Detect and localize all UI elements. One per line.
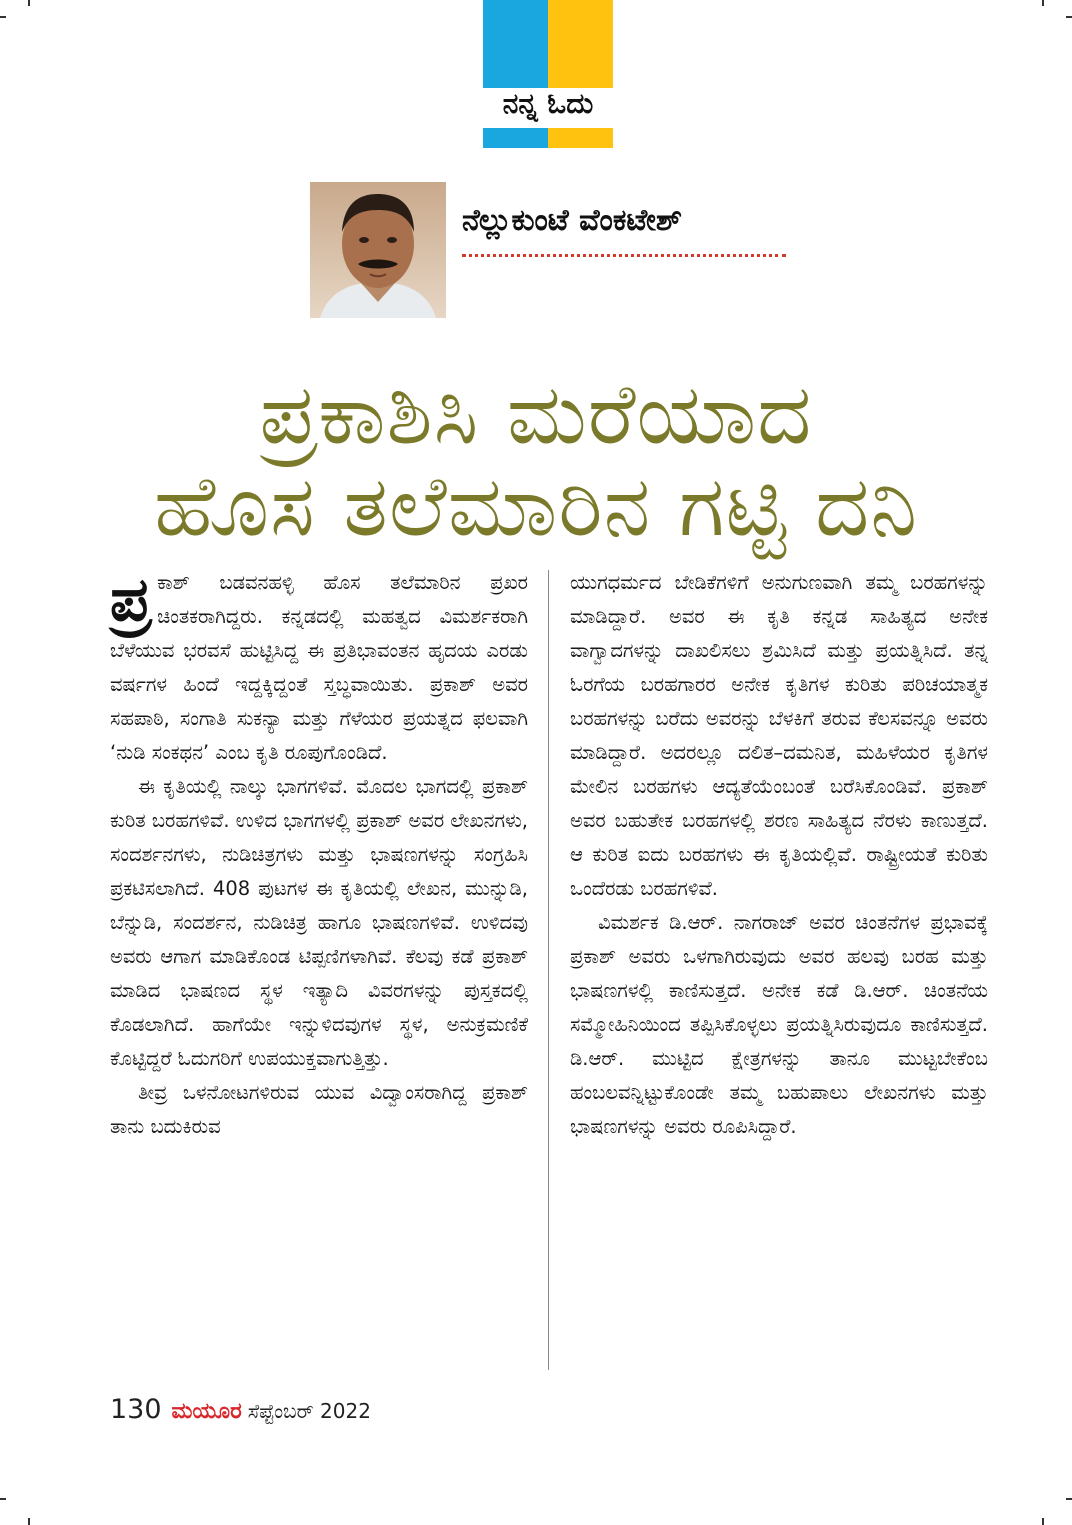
author-name: ನೆಲ್ಲುಕುಂಟೆ ವೆಂಕಟೇಶ್ — [462, 203, 682, 238]
issue-date: ಸೆಪ್ಟೆಂಬರ್ 2022 — [247, 1399, 371, 1423]
article-paragraph: ಈ ಕೃತಿಯಲ್ಲಿ ನಾಲ್ಕು ಭಾಗಗಳಿವೆ. ಮೊದಲ ಭಾಗದಲ್ಲಿ ಪ್ರಕಾಶ್ ಕುರಿತ ಬರಹಗಳಿವೆ. ಉಳಿದ ಭಾಗಗಳಲ್ಲಿ ಪ್ರಕಾಶ್ ಅವರ ಲೇಖನಗಳು, ಸಂದರ್ಶನಗಳು, ನುಡಿಚಿತ್ರಗಳು ಮತ್ತು ಭಾಷಣಗಳನ್ನು ಸಂಗ್ರಹಿಸಿ ಪ್ರಕಟಿಸಲಾಗಿದೆ. 408 ಪುಟಗಳ ಈ ಕೃತಿಯಲ್ಲಿ ಲೇಖನ, ಮುನ್ನುಡಿ, ಬೆನ್ನುಡಿ, ಸಂದರ್ಶನ, ನುಡಿಚಿತ್ರ ಹಾಗೂ ಭಾಷಣಗಳಿವೆ. ಉಳಿದವು ಅವರು ಆಗಾಗ ಮಾಡಿಕೊಂಡ ಟಿಪ್ಪಣಿಗಳಾಗಿವೆ. ಕೆಲವು ಕಡೆ ಪ್ರಕಾಶ್ ಮಾಡಿದ ಭಾಷಣದ ಸ್ಥಳ ಇತ್ಯಾದಿ ವಿವರಗಳನ್ನು ಪುಸ್ತಕದಲ್ಲಿ ಕೊಡಲಾಗಿದೆ. ಹಾಗೆಯೇ ಇನ್ನುಳಿದವುಗಳ ಸ್ಥಳ, ಅನುಕ್ರಮಣಿಕೆ ಕೊಟ್ಟಿದ್ದರೆ ಓದುಗರಿಗೆ ಉಪಯುಕ್ತವಾಗುತ್ತಿತ್ತು. — [110, 775, 528, 1070]
article-paragraph: ತೀವ್ರ ಒಳನೋಟಗಳಿರುವ ಯುವ ವಿದ್ವಾಂಸರಾಗಿದ್ದ ಪ್ರಕಾಶ್ ತಾನು ಬದುಕಿರುವ — [110, 1081, 528, 1138]
article-paragraph — [110, 566, 528, 770]
logo-yellow-strip — [548, 128, 613, 148]
article-left-column — [110, 566, 528, 1144]
magazine-name: ಮಯೂರ — [171, 1399, 242, 1424]
logo-blue-strip — [483, 128, 548, 148]
article-right-column — [570, 566, 988, 1144]
article-paragraph: ವಿಮರ್ಶಕ ಡಿ.ಆರ್. ನಾಗರಾಜ್ ಅವರ ಚಿಂತನೆಗಳ ಪ್ರಭಾವಕ್ಕೆ ಪ್ರಕಾಶ್ ಅವರು ಒಳಗಾಗಿರುವುದು ಅವರ ಹಲವು ಬರಹ ಮತ್ತು ಭಾಷಣಗಳಲ್ಲಿ ಕಾಣಿಸುತ್ತದೆ. ಅನೇಕ ಕಡೆ ಡಿ.ಆರ್. ಚಿಂತನೆಯ ಸಮ್ಮೋಹಿನಿಯಿಂದ ತಪ್ಪಿಸಿಕೊಳ್ಳಲು ಪ್ರಯತ್ನಿಸಿರುವುದೂ ಕಾಣಿಸುತ್ತದೆ. ಡಿ.ಆರ್. ಮುಟ್ಟಿದ ಕ್ಷೇತ್ರಗಳನ್ನು ತಾನೂ ಮುಟ್ಟಬೇಕೆಂಬ ಹಂಬಲವನ್ನಿಟ್ಟುಕೊಂಡೇ ತಮ್ಮ ಬಹುಪಾಲು ಲೇಖನಗಳು ಮತ್ತು ಭಾಷಣಗಳನ್ನು ಅವರು ರೂಪಿಸಿದ್ದಾರೆ. — [570, 911, 988, 1138]
paragraph-text: ಕಾಶ್ ಬಡವನಹಳ್ಳಿ ಹೊಸ ತಲೆಮಾರಿನ ಪ್ರಖರ ಚಿಂತಕರಾಗಿದ್ದರು. ಕನ್ನಡದಲ್ಲಿ ಮಹತ್ವದ ವಿಮರ್ಶಕರಾಗಿ ಬೆಳೆಯುವ ಭರವಸೆ ಹುಟ್ಟಿಸಿದ್ದ ಈ ಪ್ರತಿಭಾವಂತನ ಹೃದಯ ಎರಡು ವರ್ಷಗಳ ಹಿಂದೆ ಇದ್ದಕ್ಕಿದ್ದಂತೆ ಸ್ತಬ್ಧವಾಯಿತು. ಪ್ರಕಾಶ್ ಅವರ ಸಹಪಾಠಿ, ಸಂಗಾತಿ ಸುಕನ್ಯಾ ಮತ್ತು ಗೆಳೆಯರ ಪ್ರಯತ್ನದ ಫಲವಾಗಿ ‘ನುಡಿ ಸಂಕಥನ’ ಎಂಬ ಕೃತಿ ರೂಪುಗೊಂಡಿದೆ. — [110, 571, 528, 764]
section-label: ನನ್ನ ಓದು — [502, 87, 594, 120]
headline-line-1: ಪ್ರಕಾಶಿಸಿ ಮರೆಯಾದ — [259, 365, 813, 463]
crop-mark — [1066, 16, 1072, 18]
headline-line-2: ಹೊಸ ತಲೆಮಾರಿನ ಗಟ್ಟಿ ದನಿ — [153, 457, 919, 555]
crop-mark — [1042, 1518, 1044, 1525]
crop-mark — [1042, 0, 1044, 6]
crop-mark — [0, 1498, 6, 1500]
author-underline — [462, 254, 786, 257]
crop-mark — [28, 0, 30, 6]
column-divider — [548, 570, 549, 1370]
crop-mark — [0, 16, 6, 18]
crop-mark — [28, 1518, 30, 1525]
logo-yellow-block — [548, 0, 613, 88]
logo-blue-block — [483, 0, 548, 88]
article-paragraph: ಯುಗಧರ್ಮದ ಬೇಡಿಕೆಗಳಿಗೆ ಅನುಗುಣವಾಗಿ ತಮ್ಮ ಬರಹಗಳನ್ನು ಮಾಡಿದ್ದಾರೆ. ಅವರ ಈ ಕೃತಿ ಕನ್ನಡ ಸಾಹಿತ್ಯದ ಅನೇಕ ವಾಗ್ವಾದಗಳನ್ನು ದಾಖಲಿಸಲು ಶ್ರಮಿಸಿದೆ ಮತ್ತು ಪ್ರಯತ್ನಿಸಿದೆ. ತನ್ನ ಓರಗೆಯ ಬರಹಗಾರರ ಅನೇಕ ಕೃತಿಗಳ ಕುರಿತು ಪರಿಚಯಾತ್ಮಕ ಬರಹಗಳನ್ನು ಬರೆದು ಅವರನ್ನು ಬೆಳಕಿಗೆ ತರುವ ಕೆಲಸವನ್ನೂ ಅವರು ಮಾಡಿದ್ದಾರೆ. ಅದರಲ್ಲೂ ದಲಿತ–ದಮನಿತ, ಮಹಿಳೆಯರ ಕೃತಿಗಳ ಮೇಲಿನ ಬರಹಗಳು ಆದ್ಯತೆಯೆಂಬಂತೆ ಬರೆಸಿಕೊಂಡಿವೆ. ಪ್ರಕಾಶ್ ಅವರ ಬಹುತೇಕ ಬರಹಗಳಲ್ಲಿ ಶರಣ ಸಾಹಿತ್ಯದ ನೆರಳು ಕಾಣುತ್ತದೆ. ಆ ಕುರಿತ ಐದು ಬರಹಗಳು ಈ ಕೃತಿಯಲ್ಲಿವೆ. ರಾಷ್ಟ್ರೀಯತೆ ಕುರಿತು ಒಂದೆರಡು ಬರಹಗಳಿವೆ. — [570, 571, 988, 900]
section-logo — [483, 0, 613, 148]
page-number: 130 — [110, 1394, 162, 1425]
drop-cap: ಪ್ರ — [110, 565, 152, 635]
page-footer — [110, 1394, 371, 1425]
crop-mark — [1066, 1498, 1072, 1500]
author-photo — [310, 182, 446, 318]
